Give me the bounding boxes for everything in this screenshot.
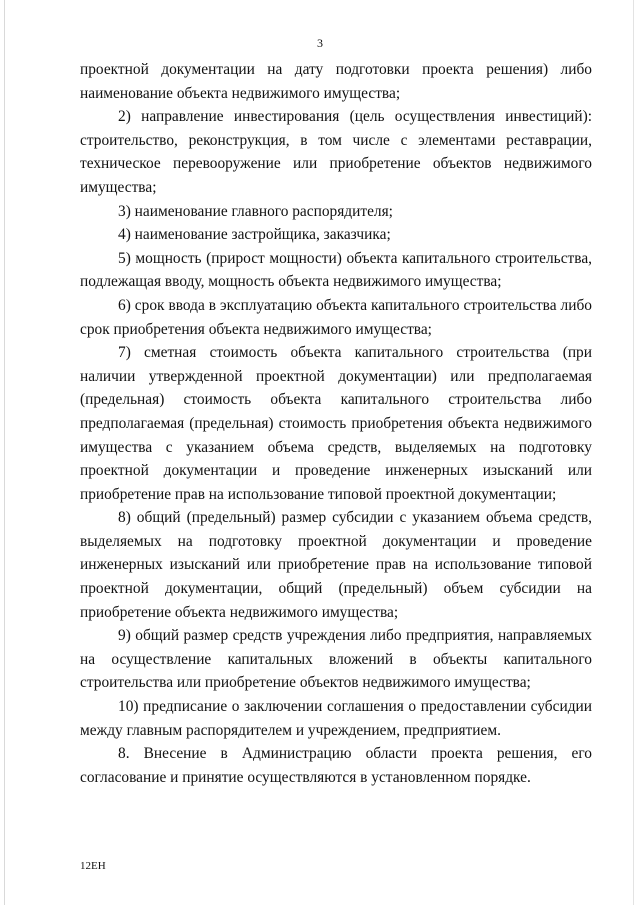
scan-edge-right xyxy=(633,0,634,905)
paragraph-item-4: 4) наименование застройщика, заказчика; xyxy=(118,226,391,244)
paragraph-continuation: проектной документации на дату подготовки проекта решения) либо наименование объекта недвижимого имущества; xyxy=(80,61,592,102)
paragraph-item-2: 2) направление инвестирования (цель осуществления инвестиций): строительство, реконструкция, в том числе с элементами реставрации, техническое перевооружение или приобретение объектов недвижимого имущества; xyxy=(80,108,592,196)
page-number: 3 xyxy=(317,36,323,50)
paragraph-item-6: 6) срок ввода в эксплуатацию объекта капитального строительства либо срок приобретения объекта недвижимого имущества; xyxy=(80,296,592,338)
document-body xyxy=(80,58,592,789)
footer-code: 12ЕН xyxy=(80,860,106,872)
paragraph-item-10: 10) предписание о заключении соглашения о предоставлении субсидии между главным распорядителем и учреждением, предприятием. xyxy=(80,698,592,739)
paragraph-item-3: 3) наименование главного распорядителя; xyxy=(118,202,393,220)
paragraph-item-5: 5) мощность (прирост мощности) объекта капитального строительства, подлежащая вводу, мощность объекта недвижимого имущества; xyxy=(80,249,592,291)
paragraph-section-8: 8. Внесение в Администрацию области проекта решения, его согласование и принятие осуществляются в установленном порядке. xyxy=(80,745,592,786)
paragraph-item-7: 7) сметная стоимость объекта капитального строительства (при наличии утвержденной проектной документации) или предполагаемая (предельная) стоимость объекта капитального строительства либо предполагаемая (предельная) стоимость приобретения объекта недвижимого имущества с указанием объема средств, выделяемых на подготовку проектной документации и проведение инженерных изысканий или приобретение прав на использование типовой проектной документации; xyxy=(80,344,592,503)
scan-edge-left xyxy=(4,0,5,905)
paragraph-item-9: 9) общий размер средств учреждения либо предприятия, направляемых на осуществление капитальных вложений в объекты капитального строительства или приобретение объектов недвижимого имущества; xyxy=(80,627,592,692)
paragraph-item-8: 8) общий (предельный) размер субсидии с указанием объема средств, выделяемых на подготовку проектной документации и проведение инженерных изысканий или приобретение прав на использование типовой проектной документации, общий (предельный) объем субсидии на приобретение объекта недвижимого имущества; xyxy=(80,509,592,621)
